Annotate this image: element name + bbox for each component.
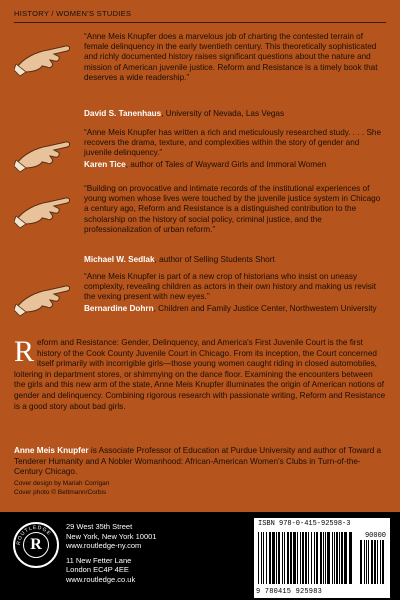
barcode-bar — [278, 532, 280, 584]
pointing-hand-icon — [14, 188, 74, 230]
price-code: 90000 — [364, 532, 386, 540]
barcode-number: 9 780415 925983 — [256, 588, 323, 596]
barcode-bar — [320, 532, 322, 584]
barcode-bar — [377, 540, 378, 584]
quote-author: Michael W. Sedlak — [84, 255, 155, 264]
barcode-bar — [258, 532, 259, 584]
barcode-bar — [287, 532, 289, 584]
barcode-bar — [380, 540, 381, 584]
quote-block — [14, 128, 386, 188]
barcode-bar — [293, 532, 296, 584]
quote-block — [14, 32, 386, 122]
quote-block — [14, 272, 386, 334]
barcode-bar — [349, 532, 352, 584]
isbn-barcode — [254, 518, 390, 598]
isbn-label: ISBN 978-0-415-92598-3 — [258, 520, 351, 528]
drop-cap: R — [14, 335, 35, 368]
barcode-bar — [344, 532, 347, 584]
barcode-bar — [327, 532, 330, 584]
barcode-bar — [261, 532, 262, 584]
divider — [14, 22, 386, 23]
barcode-bar — [276, 532, 277, 584]
barcode-bar — [300, 532, 301, 584]
barcode-bar — [308, 532, 309, 584]
barcode-bar — [263, 532, 264, 584]
barcode-bar — [371, 540, 373, 584]
barcode-bar — [382, 540, 384, 584]
barcode-bar — [323, 532, 324, 584]
quote-attribution: David S. Tanenhaus, University of Nevada, Las Vegas — [84, 109, 285, 118]
author-bio-text: is Associate Professor of Education at Purdue University and author of Toward a Tenderer Humanity and A Nobler Womanhood: African-American Women's Clubs in Turn-of-the-Century Chicago. — [14, 446, 382, 477]
barcode-bar — [325, 532, 326, 584]
barcode-bars-icon — [258, 532, 386, 586]
quote-author: David S. Tanenhaus — [84, 109, 162, 118]
publisher-url[interactable]: www.routledge.co.uk — [66, 574, 136, 584]
photo-credit: Cover photo © Bettmann/Corbis — [14, 488, 107, 496]
barcode-bar — [368, 540, 369, 584]
routledge-logo — [13, 522, 59, 568]
barcode-bar — [364, 540, 365, 584]
quote-attribution: Michael W. Sedlak, author of Selling Students Short — [84, 255, 275, 264]
barcode-bar — [272, 532, 275, 584]
author-name: Anne Meis Knupfer — [14, 446, 89, 455]
svg-text:ROUTLEDGE: ROUTLEDGE — [15, 524, 53, 546]
publisher-url[interactable]: www.routledge-ny.com — [66, 541, 142, 551]
pointing-hand-icon — [14, 132, 74, 174]
quote-author: Karen Tice — [84, 160, 126, 169]
description-text: eform and Resistance: Gender, Delinquency, and America's First Juvenile Court is the first history of the Cook County Juvenile Court in Chicago. From its inception, the Court concerned itself primarily with incorrigible girls—those young women caught riding in closed automobiles, loitering in department stores, or shimmying on the dance floor. Examining the encounters between the girls and this new arm of the state, Anne Meis Knupfer illuminates the origin of American notions of gender and delinquency. Combining rigorous research with passionate writing, Reform and Resistance is a good story about bad girls. — [14, 338, 386, 411]
barcode-bar — [269, 532, 271, 584]
barcode-bar — [341, 532, 343, 584]
barcode-bar — [336, 532, 338, 584]
barcode-bar — [366, 540, 367, 584]
quote-text: “Anne Meis Knupfer is part of a new crop of historians who insist on uneasy complexity, revealing children as actors in their own history and making us revisit the vexing present with new eyes.” — [84, 272, 376, 302]
quote-author: Bernardine Dohrn — [84, 304, 154, 313]
category-label: HISTORY / WOMEN'S STUDIES — [14, 9, 132, 18]
quote-text: “Anne Meis Knupfer does a marvelous job of charting the contested terrain of female delinquency in the early twentieth century. This theoretically sophisticated and richly documented history raises significant questions about the nature and mission of American juvenile justice. Reform and Resistance is a timely book that deserves a wide readership.” — [84, 32, 378, 82]
barcode-bar — [374, 540, 376, 584]
barcode-bar — [305, 532, 307, 584]
barcode-bar — [311, 532, 312, 584]
design-credit: Cover design by Mariah Corrigan — [14, 480, 110, 487]
barcode-bar — [339, 532, 340, 584]
barcode-bar — [314, 532, 315, 584]
cover-credits — [14, 480, 109, 497]
quote-attribution: Karen Tice, author of Tales of Wayward Girls and Immoral Women — [84, 160, 327, 169]
logo-letter: R — [23, 532, 49, 558]
barcode-bar — [290, 532, 292, 584]
quote-block — [14, 184, 386, 268]
barcode-bar — [266, 532, 267, 584]
pointing-hand-icon — [14, 36, 74, 78]
quote-attribution: Bernardine Dohrn, Children and Family Justice Center, Northwestern University — [84, 304, 377, 313]
barcode-bar — [297, 532, 298, 584]
publisher-address: 29 West 35th Street New York, New York 10001 www.routledge-ny.com 11 New Fetter Lane London EC4P 4EE www.routledge.co.uk — [66, 522, 157, 584]
barcode-bar — [282, 532, 283, 584]
pointing-hand-icon — [14, 276, 74, 318]
barcode-bar — [360, 540, 362, 584]
publisher-footer — [0, 512, 400, 600]
book-description — [14, 335, 386, 412]
barcode-bar — [316, 532, 318, 584]
barcode-bar — [332, 532, 333, 584]
barcode-bar — [284, 532, 285, 584]
quote-text: “Anne Meis Knupfer has written a rich and meticulously researched study. . . . She recovers the drama, texture, and complexities within the story of gender and juvenile delinquency.” — [84, 128, 382, 158]
quote-text: “Building on provocative and intimate records of the institutional experiences of young women whose lives were touched by the juvenile justice system in Chicago a century ago, Reform and Resistance is a distinguished contribution to the scholarship on the history of social policy, criminal justice, and the professionalization of urban reform.” — [84, 184, 381, 234]
barcode-bar — [334, 532, 335, 584]
barcode-bar — [302, 532, 304, 584]
author-bio — [14, 446, 386, 478]
